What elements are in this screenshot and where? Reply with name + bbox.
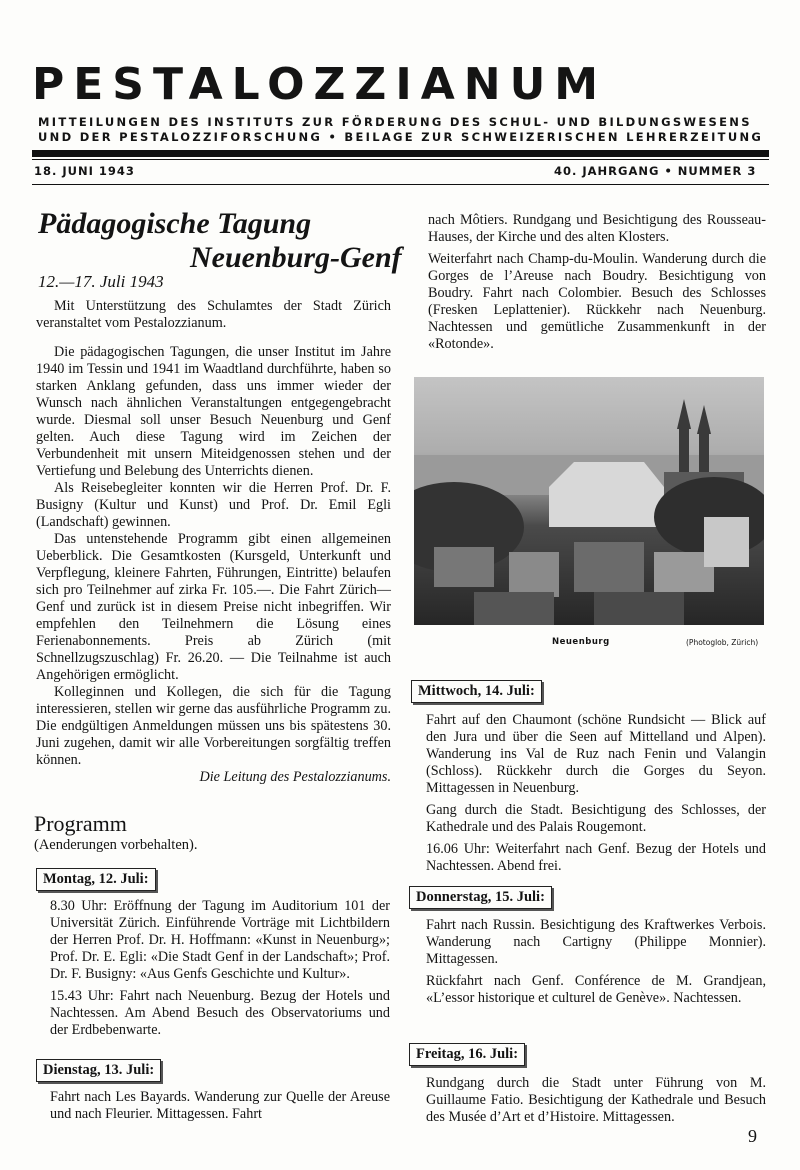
page-number: 9 xyxy=(748,1126,757,1146)
day-box-dienstag: Dienstag, 13. Juli: xyxy=(36,1059,161,1082)
day-box-freitag: Freitag, 16. Juli: xyxy=(409,1043,525,1066)
masthead-rule-thin xyxy=(32,159,769,160)
dienstag-text-left xyxy=(50,1089,390,1123)
masthead-subline-2: UND DER PESTALOZZIFORSCHUNG • BEILAGE ZUR SCHWEIZERISCHEN LEHRERZEITUNG xyxy=(38,130,764,144)
dienstag-paragraph-2: Weiterfahrt nach Champ-du-Moulin. Wanderung durch die Gorges de l’Areuse nach Boudry. Besichtigung von Boudry. Fahrt nach Colombier. Besuch des Schlosses (Fresken Leplattenier). Rückkehr nach Neuenburg. Nachtessen und gemütliche Zusammenkunft in der «Rotonde». xyxy=(428,251,766,352)
montag-text xyxy=(50,898,390,1039)
programm-note: (Aenderungen vorbehalten). xyxy=(34,837,198,853)
donnerstag-paragraph-1: Fahrt nach Russin. Besichtigung des Kraftwerkes Verbois. Wanderung nach Cartigny (Philippe Monnier). Mittagessen. xyxy=(426,917,766,967)
paragraph-4: Kolleginnen und Kollegen, die sich für die Tagung interessieren, stellen wir gerne das ausführliche Programm zu. Die endgültigen Anmeldungen müssen uns bis spätestens 30. Juni zugehen, damit wir alle Vorbereitungen sorgfältig treffen können. xyxy=(36,684,391,768)
day-box-donnerstag: Donnerstag, 15. Juli: xyxy=(409,886,552,909)
photo-credit: (Photoglob, Zürich) xyxy=(686,638,759,647)
dienstag-text-right xyxy=(428,212,766,353)
mittwoch-paragraph-2: Gang durch die Stadt. Besichtigung des Schlosses, der Kathedrale und des Palais Rougemont. xyxy=(426,802,766,835)
article-title-line-2: Neuenburg-Genf xyxy=(190,241,402,274)
mittwoch-paragraph-3: 16.06 Uhr: Weiterfahrt nach Genf. Bezug der Hotels und Nachtessen. Abend frei. xyxy=(426,841,766,874)
photo-caption: Neuenburg xyxy=(552,637,610,647)
freitag-text xyxy=(426,1075,766,1126)
freitag-paragraph-1: Rundgang durch die Stadt unter Führung von M. Guillaume Fatio. Besichtigung der Kathedrale und Besuch des Musée d’Art et d’Histoire. Mittagessen. xyxy=(426,1075,766,1125)
day-box-montag: Montag, 12. Juli: xyxy=(36,868,156,891)
issue-date: 18. JUNI 1943 xyxy=(34,164,135,178)
header-bottom-rule xyxy=(32,184,769,185)
montag-paragraph-1: 8.30 Uhr: Eröffnung der Tagung im Auditorium 101 der Universität Zürich. Einführende Vorträge mit Lichtbildern der Herren Prof. Dr. H. Hoffmann: «Kunst in Neuenburg»; Prof. Dr. E. Egli: «Die Stadt Genf in der Landschaft»; Prof. Dr. F. Busigny: «Aus Genfs Geschichte und Kultur». xyxy=(50,898,390,982)
paragraph-1: Die pädagogischen Tagungen, die unser Institut im Jahre 1940 im Tessin und 1941 im Waadtland durchführte, haben so starken Anklang gefunden, dass uns immer wieder der Wunsch nach ähnlichen Veranstaltungen entgegengebracht wurde. Diesmal soll unser Besuch Neuenburg und Genf gelten. Auch diese Tagung wird im Zeichen der Verbundenheit mit unsern Miteidgenossen stehen und der Vertiefung und Belebung des Unterrichts dienen. xyxy=(36,344,391,479)
article-title-line-1: Pädagogische Tagung xyxy=(38,207,312,240)
paragraph-2: Als Reisebegleiter konnten wir die Herren Prof. Dr. F. Busigny (Kultur und Kunst) und Prof. Dr. Emil Egli (Landschaft) gewinnen. xyxy=(36,480,391,530)
montag-paragraph-2: 15.43 Uhr: Fahrt nach Neuenburg. Bezug der Hotels und Nachtessen. Am Abend Besuch des Observatoriums und der Erdbebenwarte. xyxy=(50,988,390,1038)
donnerstag-text xyxy=(426,917,766,1007)
donnerstag-paragraph-2: Rückfahrt nach Genf. Conférence de M. Grandjean, «L’essor historique et culturel de Genève». Nachtessen. xyxy=(426,973,766,1006)
intro-paragraph: Mit Unterstützung des Schulamtes der Stadt Zürich veranstaltet vom Pestalozzianum. xyxy=(36,298,391,331)
masthead-title: PESTALOZZIANUM xyxy=(32,59,608,110)
masthead-rule-thick xyxy=(32,150,769,157)
neuenburg-photo-illustration xyxy=(414,377,764,625)
article-dates: 12.—17. Juli 1943 xyxy=(38,272,164,291)
issue-number: 40. JAHRGANG • NUMMER 3 xyxy=(554,164,757,178)
paragraph-3: Das untenstehende Programm gibt einen allgemeinen Ueberblick. Die Gesamtkosten (Kursgeld, Unterkunft und Verpflegung, kleinere Fahrten, Führungen, Eintritte) belaufen sich pro Teilnehmer auf zirka Fr. 105.—. Die Fahrt Zürich—Genf und zurück ist in diesem Preise nicht inbegriffen. Wir empfehlen den Teilnehmern die Lösung eines Ferienabonnements. Preis ab Zürich (mit Schnellzugszuschlag) Fr. 26.20. — Die Teilnahme ist auch Angehörigen ermöglicht. xyxy=(36,531,391,683)
signature: Die Leitung des Pestalozzianums. xyxy=(199,769,391,785)
neuenburg-photo xyxy=(414,377,764,625)
dienstag-paragraph-1-continued: nach Môtiers. Rundgang und Besichtigung des Rousseau-Hauses, der Kirche und des alten Klosters. xyxy=(428,212,766,245)
programm-heading: Programm xyxy=(34,811,127,836)
mittwoch-text xyxy=(426,712,766,875)
mittwoch-paragraph-1: Fahrt auf den Chaumont (schöne Rundsicht — Blick auf den Jura und über die Seen auf Mittelland und Alpen). Wanderung ins Val de Ruz nach Fenin und Valangin (Schloss). Rückkehr durch die Gorges du Seyon. Mittagessen in Neuenburg. xyxy=(426,712,766,796)
masthead-subline-1: MITTEILUNGEN DES INSTITUTS ZUR FÖRDERUNG DES SCHUL- UND BILDUNGSWESENS xyxy=(38,115,752,129)
left-column-body xyxy=(36,298,391,786)
day-box-mittwoch: Mittwoch, 14. Juli: xyxy=(411,680,542,703)
dienstag-paragraph-1: Fahrt nach Les Bayards. Wanderung zur Quelle der Areuse und nach Fleurier. Mittagessen. Fahrt xyxy=(50,1089,390,1122)
